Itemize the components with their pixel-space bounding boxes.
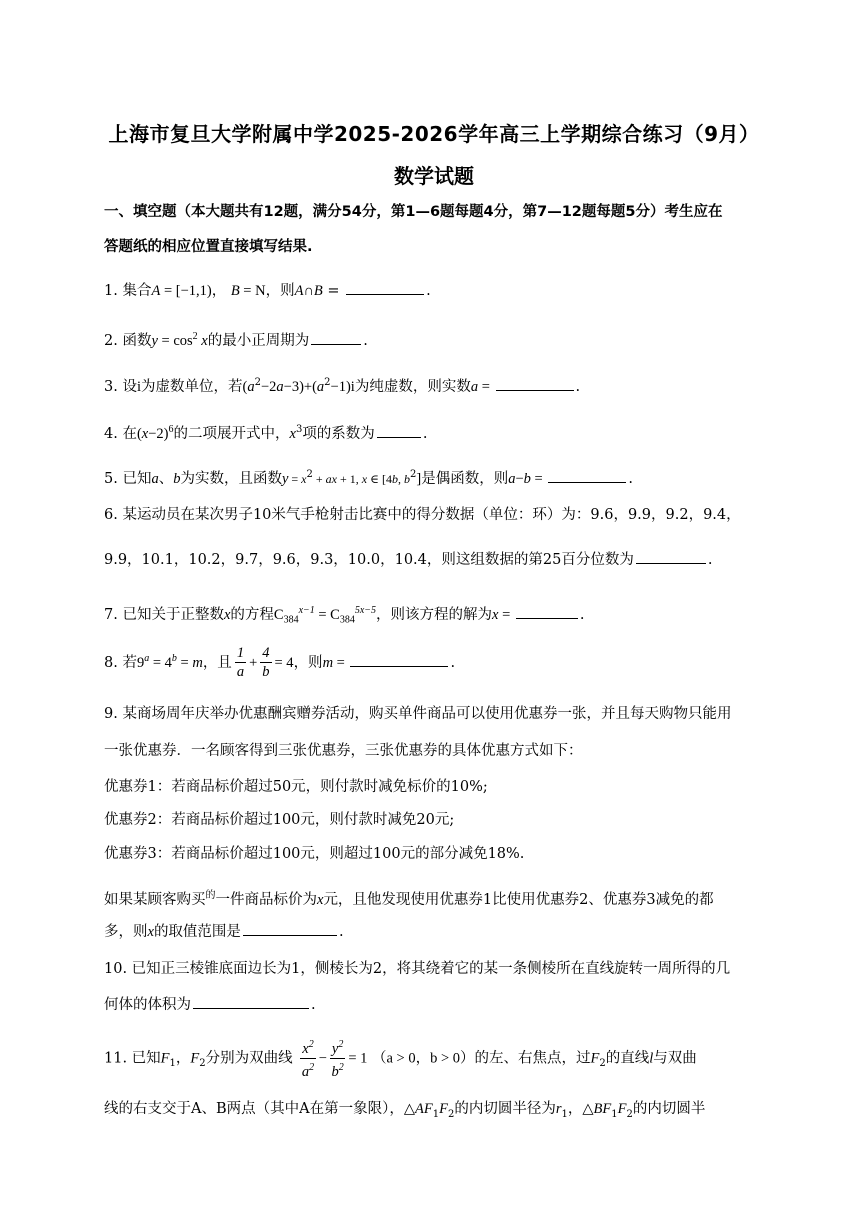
answer-blank xyxy=(636,549,706,564)
question-10: 10. 已知正三棱锥底面边长为1，侧棱长为2，将其绕着它的某一条侧棱所在直线旋转一周所得的几 xyxy=(104,961,731,977)
question-10-line2: 何体的体积为 . xyxy=(104,994,316,1015)
question-9-line6: 如果某顾客购买$^的$一件商品标价为x元，且他发现使用优惠券1比使用优惠券2、优惠券3减免的都 xyxy=(104,890,714,908)
question-5: 5. 已知a、b为实数，且函数$y = x^2$ + ax + 1, x ∈ [4b, $b^2$]是偶函数，则a−b = . xyxy=(104,469,633,487)
answer-blank xyxy=(350,652,448,667)
question-11-line2: 线的右支交于A、B两点（其中A在第一象限），$\triangle AF_1F_2$的内切圆半径为$r_1$，$\triangle BF_1F_2$的内切圆半 xyxy=(104,1101,706,1120)
coupon-3: 优惠券3：若商品标价超过100元，则超过100元的部分减免18%. xyxy=(104,846,525,862)
answer-blank xyxy=(548,468,626,483)
coupon-1: 优惠券1：若商品标价超过50元，则付款时减免标价的10%; xyxy=(104,779,488,795)
answer-blank xyxy=(243,921,337,936)
question-9-line7: 多，则x的取值范围是 . xyxy=(104,921,344,942)
answer-blank xyxy=(516,604,578,619)
answer-blank xyxy=(496,376,574,391)
question-8: 8. 若$9^a = 4^b = m$，且 $\frac{1}{a}$ + $\frac{4}{b}$ = 4，则m = . xyxy=(104,645,456,681)
section-heading-line2: 答题纸的相应位置直接填写结果. xyxy=(104,239,313,255)
answer-blank xyxy=(311,330,361,345)
question-9: 9. 某商场周年庆举办优惠酬宾赠券活动，购买单件商品可以使用优惠券一张，并且每天购物只能用 xyxy=(104,706,732,722)
page-title: 上海市复旦大学附属中学2025-2026学年高三上学期综合练习（9月） xyxy=(108,122,760,146)
question-11: 11. 已知$F_1$，$F_2$分别为双曲线 $\frac{x^2}{a^2}$ − $\frac{y^2}{b^2}$ = 1 （a > 0，b > 0）的左、右焦点，过$F_2$的直线l与双曲 xyxy=(104,1036,697,1086)
answer-blank xyxy=(377,423,421,438)
question-1: 1. 集合A = [−1,1)， B = N，则A∩B = . xyxy=(104,280,431,301)
question-4: 4. 在$(x-2)^6$的二项展开式中，$x^3$项的系数为 . xyxy=(104,424,428,442)
question-6: 6. 某运动员在某次男子10米气手枪射击比赛中的得分数据（单位：环）为：9.6，9.9，9.2，9.4， xyxy=(104,507,741,523)
section-heading: 一、填空题（本大题共有12题，满分54分，第1—6题每题4分，第7—12题每题5分）考生应在 xyxy=(104,204,723,220)
answer-blank xyxy=(346,280,424,295)
question-2: 2. 函数$y = \cos^2 x$的最小正周期为 . xyxy=(104,331,368,349)
question-3: 3. 设i为虚数单位，若$(a^2-2a-3)+(a^2-1)i$为纯虚数，则实数a = . xyxy=(104,377,581,395)
question-9-line2: 一张优惠券．一名顾客得到三张优惠券，三张优惠券的具体优惠方式如下： xyxy=(104,743,583,759)
answer-blank xyxy=(193,994,309,1009)
question-6-line2: 9.9，10.1，10.2，9.7，9.6，9.3，10.0，10.4，则这组数据的第25百分位数为 . xyxy=(104,549,712,570)
coupon-2: 优惠券2：若商品标价超过100元，则付款时减免20元; xyxy=(104,812,455,828)
question-7: 7. 已知关于正整数x的方程$C_{384}^{x-1} = C_{384}^{5x-5}$，则该方程的解为x = . xyxy=(104,605,585,626)
page-subtitle: 数学试题 xyxy=(394,164,474,188)
